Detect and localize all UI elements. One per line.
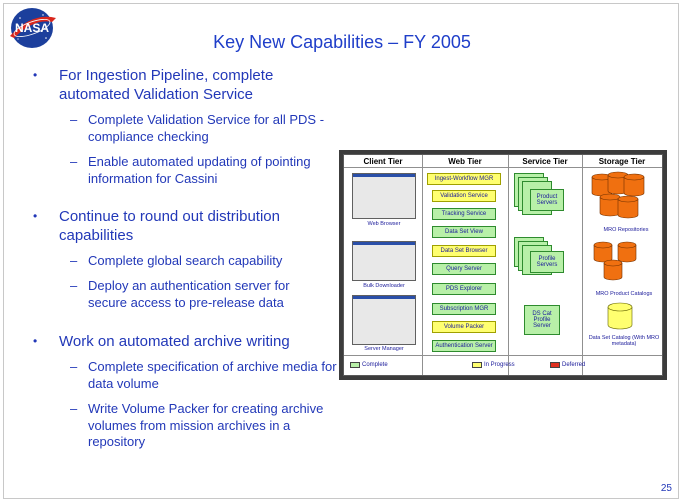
bulk-downloader-thumbnail — [352, 241, 416, 281]
slide-title: Key New Capabilities – FY 2005 — [213, 32, 471, 52]
sub-bullet: – Enable automated updating of pointing information for Cassini — [70, 154, 311, 186]
sub-bullet-text: Deploy an authentication server for secure access to pre-release data — [88, 278, 290, 310]
web-service-ingest-workflow: Ingest-Workflow MGR — [427, 173, 501, 185]
web-service-subscription: Subscription MGR — [432, 303, 496, 315]
legend-swatch-in-progress — [472, 362, 482, 368]
sub-bullet: – Deploy an authentication server for secure access to pre-release data — [70, 278, 290, 310]
diagram-canvas — [343, 154, 663, 376]
legend-swatch-deferred — [550, 362, 560, 368]
web-service-pds-explorer: PDS Explorer — [432, 283, 496, 295]
client-label-server-manager: Server Manager — [364, 346, 404, 352]
web-browser-thumbnail — [352, 173, 416, 219]
bullet-text: For Ingestion Pipeline, complete automated Validation Service — [59, 67, 274, 103]
bullet-distribution — [33, 207, 309, 245]
bullet-archive — [33, 332, 339, 351]
bullet-text: Work on automated archive writing — [59, 333, 290, 350]
bullet-dot: • — [33, 334, 38, 348]
nasa-logo — [6, 6, 58, 50]
column-header-service: Service Tier — [522, 157, 568, 166]
column-divider — [508, 155, 509, 375]
cylinder-icon — [608, 303, 632, 329]
column-header-client: Client Tier — [363, 157, 403, 166]
web-service-data-set-browser: Data Set Browser — [432, 245, 496, 257]
sub-bullet-text: Complete Validation Service for all PDS -compliance checking — [88, 112, 325, 144]
sub-bullet-text: Write Volume Packer for creating archive volumes from mission archives in a repository — [88, 401, 324, 449]
server-manager-thumbnail — [352, 295, 416, 345]
column-divider — [582, 155, 583, 375]
sub-bullet-text: Complete global search capability — [88, 253, 283, 268]
ds-cat-profile-server-box: DS Cat Profile Server — [524, 305, 560, 335]
cylinder-icon — [592, 172, 644, 218]
sub-bullet-text: Enable automated updating of pointing information for Cassini — [88, 154, 311, 186]
web-service-data-set-view: Data Set View — [432, 226, 496, 238]
client-label-bulk-downloader: Bulk Downloader — [363, 283, 405, 289]
web-service-validation: Validation Service — [432, 190, 496, 202]
page-number: 25 — [660, 483, 672, 494]
web-service-authentication: Authentication Server — [432, 340, 496, 352]
header-divider — [344, 167, 662, 168]
column-divider — [422, 155, 423, 375]
legend-label-deferred: Deferred — [562, 362, 586, 368]
sub-bullet: – Complete Validation Service for all PDS -compliance checking — [70, 112, 325, 144]
profile-servers-box: Profile Servers — [530, 251, 564, 273]
sub-bullet: – Complete global search capability — [70, 253, 283, 268]
sub-bullet-text: Complete specification of archive media for data volume — [88, 359, 337, 391]
storage-label-data-set-catalog: Data Set Catalog (With MRO metadata) — [588, 335, 660, 348]
sub-bullet: – Complete specification of archive media for data volume — [70, 359, 337, 391]
repository-cylinders — [586, 171, 656, 227]
bullet-ingestion — [33, 66, 319, 104]
legend-swatch-complete — [350, 362, 360, 368]
web-service-query-server: Query Server — [432, 263, 496, 275]
client-label-web-browser: Web Browser — [367, 221, 401, 227]
legend-label-in-progress: In Progress — [484, 362, 515, 368]
column-header-storage: Storage Tier — [598, 157, 646, 166]
product-servers-box: Product Servers — [530, 189, 564, 211]
cylinder-icon — [594, 242, 636, 280]
data-set-catalog-cylinder — [602, 301, 638, 335]
legend-label-complete: Complete — [362, 362, 388, 368]
bullet-dot: • — [33, 209, 38, 223]
sub-bullet: – Write Volume Packer for creating archive volumes from mission archives in a repository — [70, 401, 324, 449]
catalog-cylinders — [588, 239, 652, 289]
column-header-web: Web Tier — [448, 157, 482, 166]
svg-text:NASA: NASA — [14, 21, 50, 35]
web-service-tracking: Tracking Service — [432, 208, 496, 220]
bullet-dot: • — [33, 68, 38, 82]
web-service-volume-packer: Volume Packer — [432, 321, 496, 333]
storage-label-product-catalogs: MRO Product Catalogs — [595, 291, 653, 297]
storage-label-repositories: MRO Repositories — [603, 227, 649, 233]
architecture-diagram — [339, 150, 667, 380]
bullet-text: Continue to round out distribution capabilities — [59, 208, 280, 244]
legend-divider — [344, 355, 662, 356]
